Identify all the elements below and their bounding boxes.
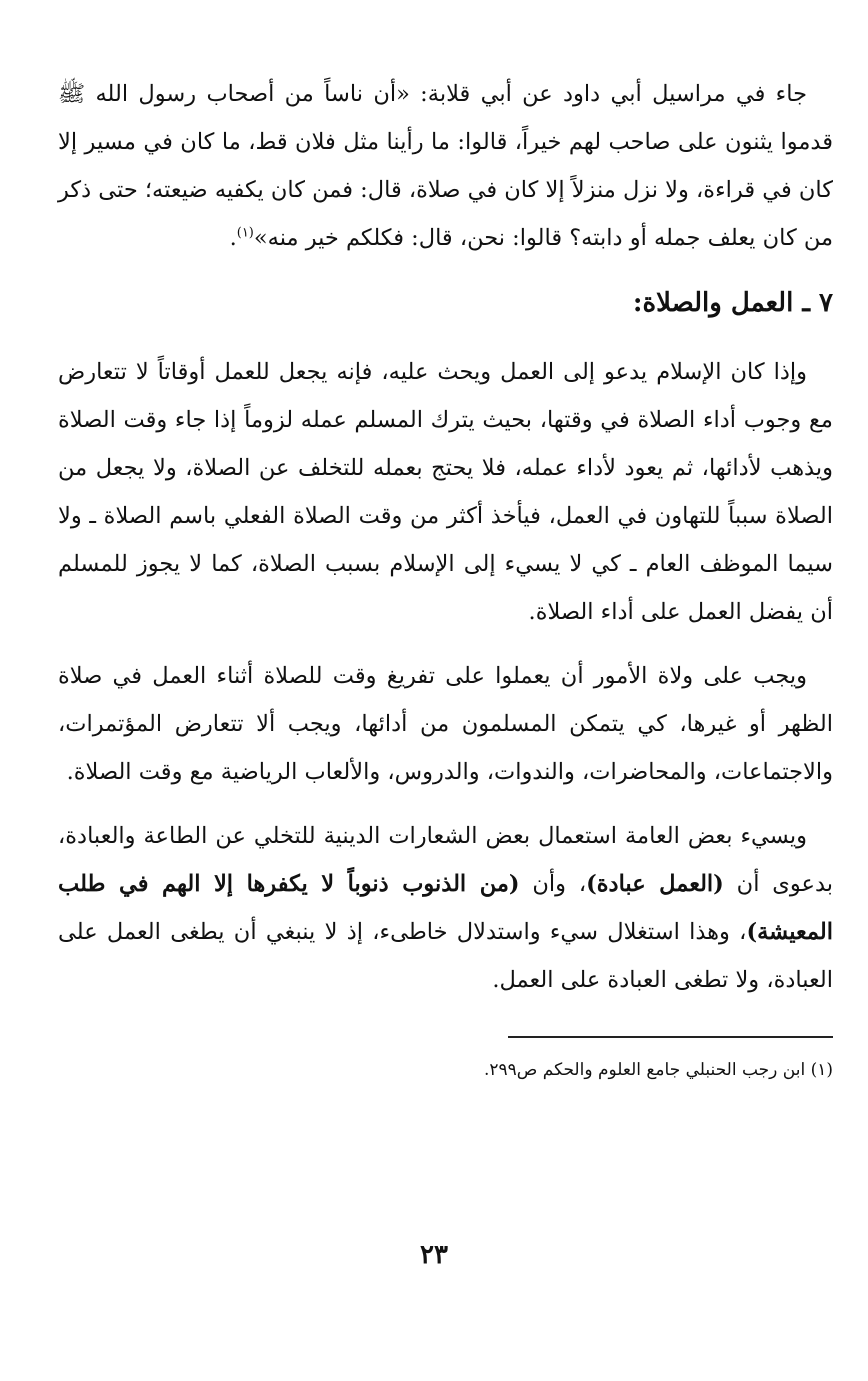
paragraph-work-and-prayer: وإذا كان الإسلام يدعو إلى العمل ويحث عليه، فإنه يجعل للعمل أوقاتاً لا تتعارض مع وجوب أداء الصلاة في وقتها، بحيث يترك المسلم عمله لزوماً إذا جاء وقت الصلاة ويذهب لأدائها، ثم يعود لأداء عمله، فلا يحتج بعمله للتخلف عن الصلاة، ولا يجعل من الصلاة سبباً للتهاون في العمل، فيأخذ أكثر من وقت الصلاة الفعلي باسم الصلاة ـ ولا سيما الموظف العام ـ كي لا يسيء إلى الإسلام بسبب الصلاة، كما لا يجوز للمسلم أن يفضل العمل على أداء الصلاة. bbox=[58, 359, 833, 625]
paragraph-4-part-2: ، وأن bbox=[519, 871, 587, 897]
intro-end: . bbox=[229, 225, 237, 251]
footnote-divider bbox=[508, 1036, 833, 1038]
paragraph-misuse-of-slogans bbox=[58, 812, 833, 1004]
paragraph-4-part-3: ، وهذا استغلال سيء واستدلال خاطىء، إذ لا ينبغي أن يطغى العمل على العبادة، ولا تطغى العبادة على العمل. bbox=[58, 919, 833, 993]
paragraph-4-part-1: ويسيء بعض العامة استعمال بعض الشعارات الدينية للتخلي عن الطاعة والعبادة، بدعوى أن bbox=[58, 823, 834, 897]
quoted-slogan-1: (العمل عبادة) bbox=[586, 871, 724, 897]
footnote: (١) ابن رجب الحنبلي جامع العلوم والحكم ص٢٩٩. bbox=[483, 1060, 833, 1080]
paragraph-rulers-duty: ويجب على ولاة الأمور أن يعملوا على تفريغ وقت للصلاة أثناء العمل في صلاة الظهر أو غيرها، كي يتمكن المسلمون من أدائها، ويجب ألا تتعارض المؤتمرات، والاجتماعات، والمحاضرات، والندوات، والدروس، والألعاب الرياضية مع وقت الصلاة. bbox=[58, 663, 833, 785]
quoted-slogan-2: (من الذنوب ذنوباً لا يكفرها إلا الهم في طلب المعيشة) bbox=[58, 871, 833, 945]
section-heading: ٧ ـ العمل والصلاة: bbox=[632, 288, 833, 318]
intro-text: جاء في مراسيل أبي داود عن أبي قلابة: «أن ناساً من أصحاب رسول الله ﷺ قدموا يثنون على صاحب لهم خيراً، قالوا: ما رأينا مثل فلان قط، ما كان في مسير إلا كان في قراءة، ولا نزل منزلاً إلا كان في صلاة، قال: فمن كان يكفيه ضيعته؛ حتى ذكر من كان يعلف جمله أو دابته؟ قالوا: نحن، قال: فكلكم خير منه» bbox=[58, 81, 833, 251]
page-number: ٢٣ bbox=[420, 1240, 448, 1270]
intro-paragraph bbox=[58, 70, 833, 262]
page-body bbox=[58, 70, 833, 1101]
footnote-marker: (١) bbox=[236, 225, 254, 241]
